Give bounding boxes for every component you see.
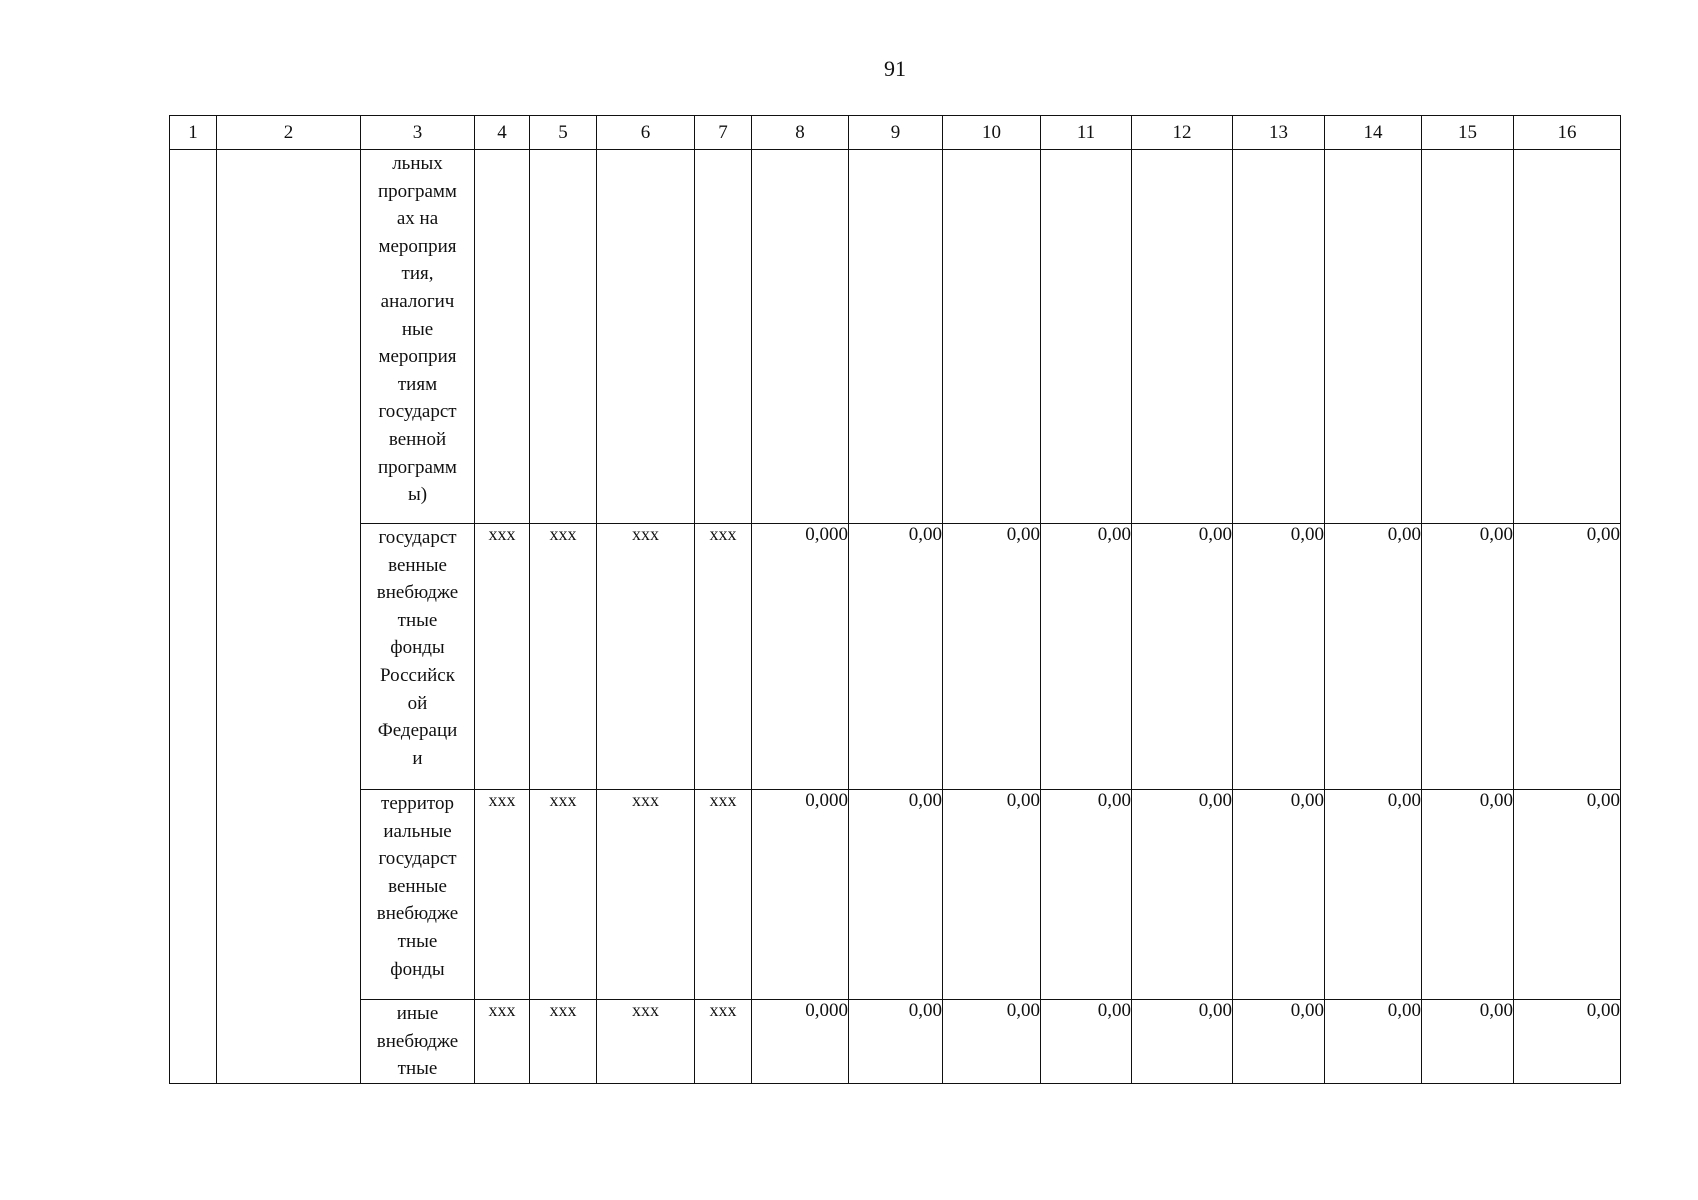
header-row — [170, 116, 1621, 150]
column-header-9: 9 — [849, 116, 943, 150]
column-header-11: 11 — [1041, 116, 1132, 150]
value-cell: 0,00 — [1422, 790, 1514, 1000]
column-header-1: 1 — [170, 116, 217, 150]
code-cell: ххх — [597, 790, 695, 1000]
value-cell: 0,00 — [1233, 524, 1325, 790]
table-row — [170, 1000, 1621, 1084]
value-cell — [1325, 150, 1422, 524]
code-cell: ххх — [597, 524, 695, 790]
value-cell: 0,00 — [1514, 524, 1621, 790]
value-cell: 0,00 — [943, 524, 1041, 790]
value-cell: 0,00 — [849, 790, 943, 1000]
code-cell: ххх — [475, 1000, 530, 1084]
code-cell — [695, 150, 752, 524]
value-cell: 0,00 — [1325, 790, 1422, 1000]
value-cell: 0,00 — [1325, 524, 1422, 790]
budget-table — [169, 115, 1621, 1084]
value-cell — [1233, 150, 1325, 524]
code-cell: ххх — [695, 524, 752, 790]
value-cell: 0,000 — [752, 1000, 849, 1084]
value-cell — [943, 150, 1041, 524]
code-cell: ххх — [475, 524, 530, 790]
column-header-16: 16 — [1514, 116, 1621, 150]
value-cell — [752, 150, 849, 524]
value-cell: 0,00 — [1132, 524, 1233, 790]
code-cell: ххх — [475, 790, 530, 1000]
table-row — [170, 524, 1621, 790]
value-cell: 0,00 — [1422, 1000, 1514, 1084]
page-number: 91 — [884, 56, 906, 81]
cell-col-1 — [170, 150, 217, 1084]
code-cell — [475, 150, 530, 524]
code-cell — [530, 150, 597, 524]
column-header-10: 10 — [943, 116, 1041, 150]
code-cell — [597, 150, 695, 524]
value-cell: 0,00 — [1132, 790, 1233, 1000]
value-cell: 0,00 — [1233, 1000, 1325, 1084]
value-cell: 0,00 — [1233, 790, 1325, 1000]
column-header-7: 7 — [695, 116, 752, 150]
table-row — [170, 790, 1621, 1000]
value-cell: 0,00 — [1422, 524, 1514, 790]
code-cell: ххх — [695, 1000, 752, 1084]
value-cell: 0,00 — [1041, 790, 1132, 1000]
row-label: государст венные внебюдже тные фонды Российск ой Федераци и — [361, 524, 475, 790]
column-header-14: 14 — [1325, 116, 1422, 150]
column-header-4: 4 — [475, 116, 530, 150]
value-cell — [1132, 150, 1233, 524]
value-cell — [1041, 150, 1132, 524]
value-cell: 0,00 — [849, 524, 943, 790]
value-cell: 0,000 — [752, 524, 849, 790]
value-cell: 0,00 — [1132, 1000, 1233, 1084]
column-header-13: 13 — [1233, 116, 1325, 150]
column-header-15: 15 — [1422, 116, 1514, 150]
cell-col-2 — [217, 150, 361, 1084]
value-cell: 0,00 — [1514, 1000, 1621, 1084]
code-cell: ххх — [597, 1000, 695, 1084]
table-row — [170, 150, 1621, 524]
value-cell: 0,00 — [849, 1000, 943, 1084]
value-cell: 0,00 — [1325, 1000, 1422, 1084]
value-cell — [1514, 150, 1621, 524]
value-cell: 0,00 — [1514, 790, 1621, 1000]
column-header-6: 6 — [597, 116, 695, 150]
value-cell: 0,00 — [1041, 1000, 1132, 1084]
value-cell: 0,00 — [943, 790, 1041, 1000]
value-cell — [1422, 150, 1514, 524]
column-header-12: 12 — [1132, 116, 1233, 150]
code-cell: ххх — [530, 790, 597, 1000]
column-header-8: 8 — [752, 116, 849, 150]
value-cell — [849, 150, 943, 524]
column-header-3: 3 — [361, 116, 475, 150]
row-label: иные внебюдже тные — [361, 1000, 475, 1084]
code-cell: ххх — [530, 1000, 597, 1084]
value-cell: 0,000 — [752, 790, 849, 1000]
column-header-2: 2 — [217, 116, 361, 150]
row-label: льных программ ах на мероприя тия, аналогич ные мероприя тиям государст венной программ ы) — [361, 150, 475, 524]
value-cell: 0,00 — [943, 1000, 1041, 1084]
code-cell: ххх — [695, 790, 752, 1000]
column-header-5: 5 — [530, 116, 597, 150]
code-cell: ххх — [530, 524, 597, 790]
row-label: территор иальные государст венные внебюдже тные фонды — [361, 790, 475, 1000]
value-cell: 0,00 — [1041, 524, 1132, 790]
